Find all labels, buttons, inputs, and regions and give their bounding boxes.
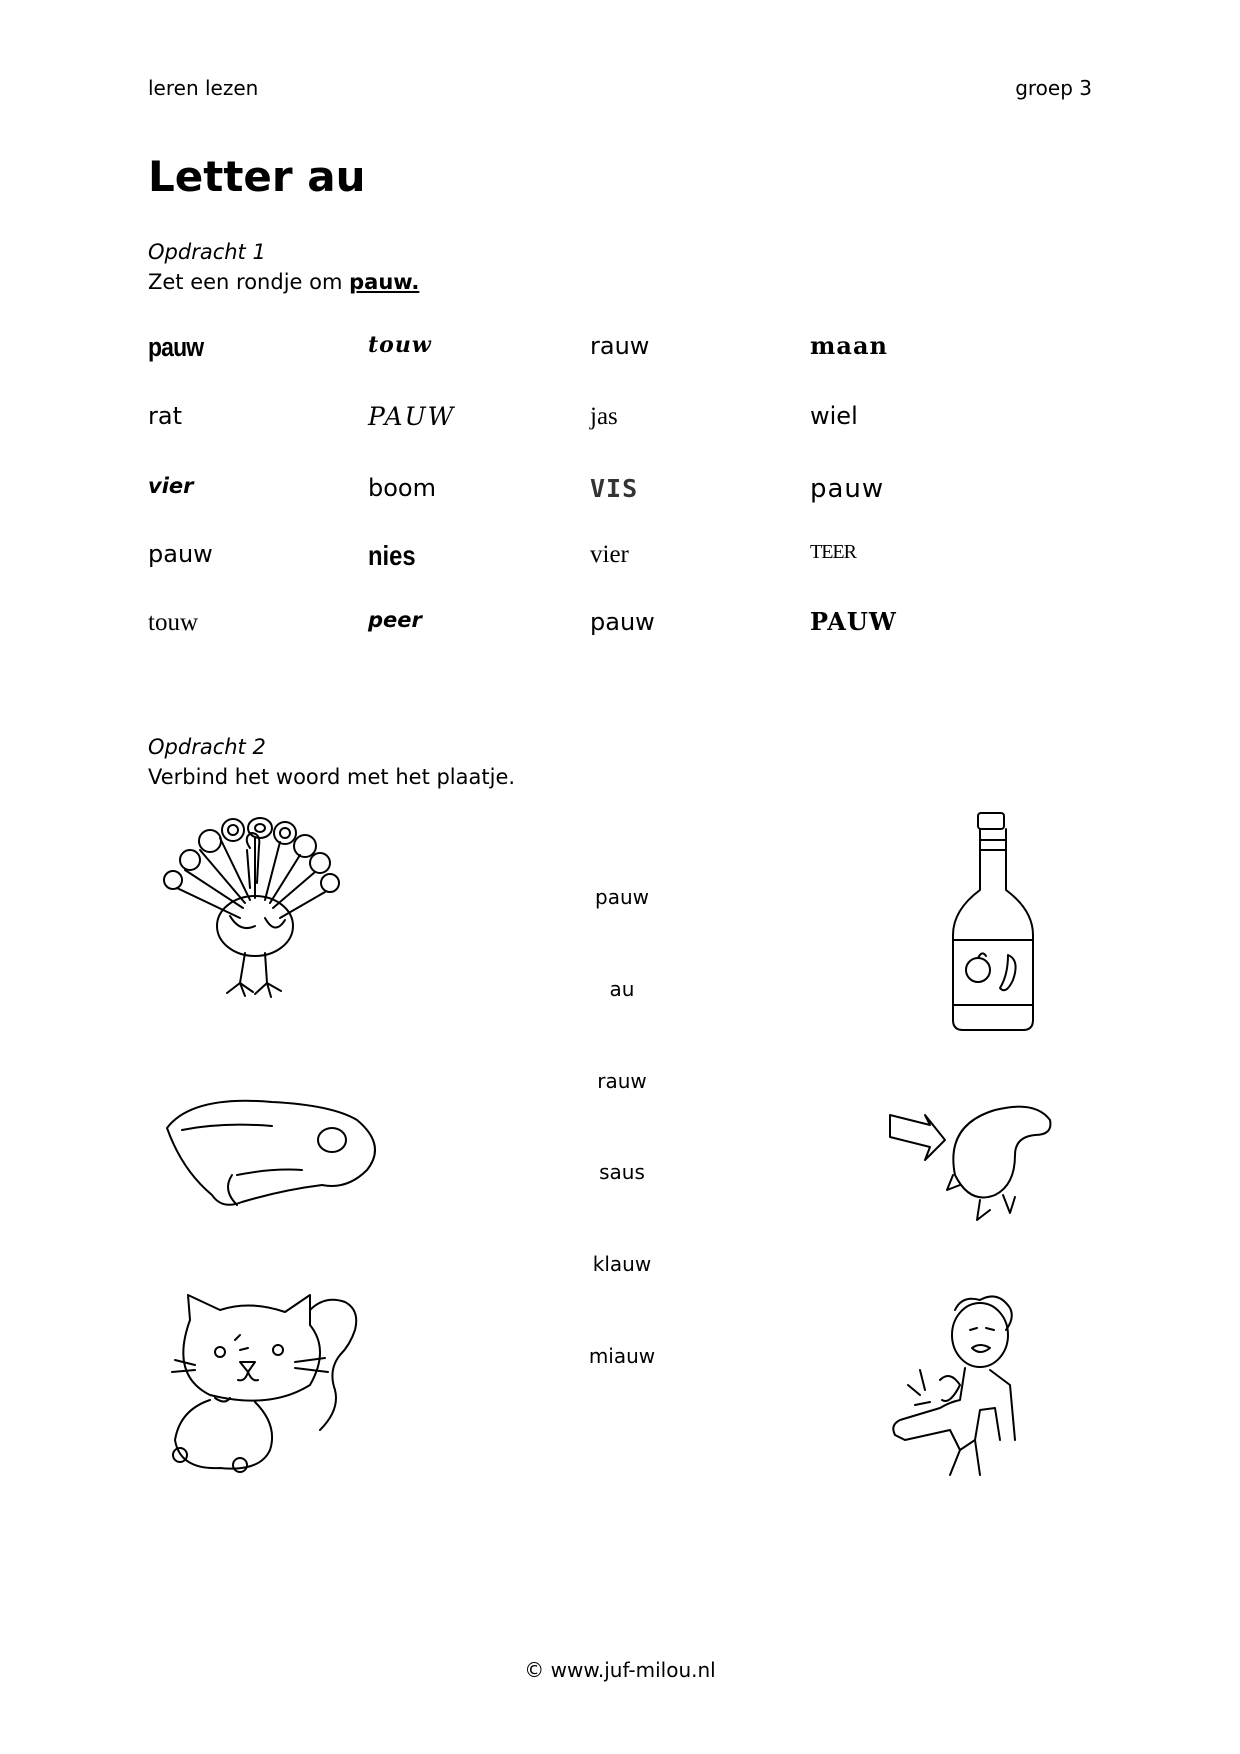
grid-word[interactable]: pauw [148, 332, 204, 362]
grid-word[interactable]: wiel [810, 402, 858, 430]
match-word[interactable]: pauw [595, 885, 649, 909]
grid-word[interactable]: rauw [590, 332, 650, 360]
grid-word[interactable]: nies [368, 540, 416, 571]
grid-word[interactable]: touw [368, 332, 432, 358]
match-word[interactable]: klauw [592, 1252, 652, 1276]
claw-picture[interactable] [885, 1095, 1055, 1230]
match-word[interactable]: saus [599, 1160, 645, 1184]
instruction-text: Zet een rondje om [148, 270, 350, 294]
header-right: groep 3 [1015, 76, 1092, 100]
grid-word[interactable]: boom [368, 474, 436, 502]
grid-word[interactable]: rat [148, 402, 182, 430]
exercise1-instruction [148, 270, 419, 294]
grid-word[interactable]: vier [148, 474, 194, 498]
grid-word[interactable]: pauw [810, 474, 885, 504]
peacock-picture[interactable] [155, 808, 345, 1008]
header-left: leren lezen [148, 76, 259, 100]
grid-word[interactable]: PAUW [368, 402, 456, 431]
grid-word[interactable]: pauw [590, 608, 655, 636]
exercise2-instruction: Verbind het woord met het plaatje. [148, 765, 516, 789]
grid-word[interactable]: PAUW [810, 607, 897, 636]
match-word[interactable]: rauw [597, 1069, 647, 1093]
grid-word[interactable]: touw [148, 609, 198, 636]
boy-in-pain-picture[interactable] [880, 1290, 1050, 1480]
grid-word[interactable]: jas [590, 403, 618, 430]
sauce-bottle-picture[interactable] [938, 810, 1048, 1035]
exercise1-heading: Opdracht 1 [148, 240, 266, 264]
page-title: Letter au [148, 152, 366, 201]
match-word[interactable]: miauw [588, 1344, 656, 1368]
grid-word[interactable]: peer [368, 608, 422, 632]
footer-copyright: © www.juf-milou.nl [524, 1658, 716, 1682]
meat-picture[interactable] [162, 1090, 387, 1210]
grid-word[interactable]: TEER [810, 541, 856, 563]
grid-word[interactable]: pauw [148, 540, 213, 568]
cat-picture[interactable] [160, 1290, 370, 1480]
match-word[interactable]: au [609, 977, 635, 1001]
grid-word[interactable]: maan [810, 331, 888, 360]
exercise2-heading: Opdracht 2 [148, 735, 266, 759]
grid-word[interactable]: VIS [590, 474, 639, 503]
grid-word[interactable]: vier [590, 541, 629, 568]
target-word: pauw. [349, 270, 420, 294]
